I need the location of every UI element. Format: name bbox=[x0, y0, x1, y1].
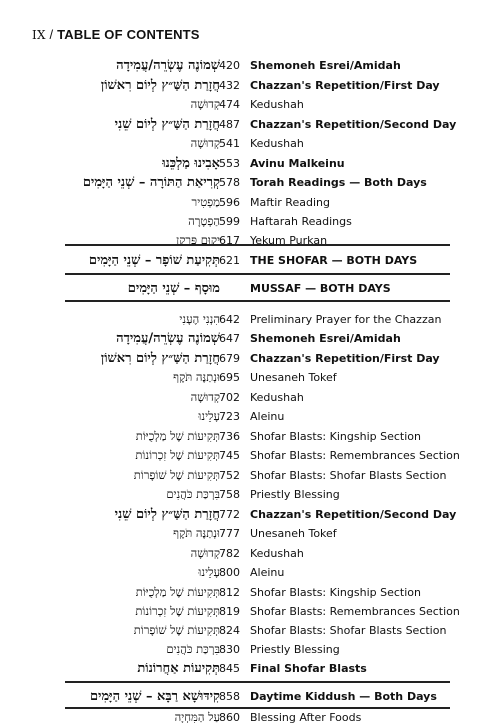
entry-page: 474 bbox=[219, 98, 240, 111]
entry-hebrew: הַפְטָרָה bbox=[188, 214, 220, 228]
toc-entry bbox=[0, 709, 500, 726]
entry-english: Chazzan's Repetition/Second Day bbox=[250, 118, 457, 131]
entry-page: 830 bbox=[219, 643, 240, 656]
toc-entry bbox=[0, 428, 500, 445]
entry-english: Preliminary Prayer for the Chazzan bbox=[250, 313, 442, 326]
toc-section-heading bbox=[0, 252, 500, 269]
toc-entry bbox=[0, 330, 500, 347]
entry-page: 845 bbox=[219, 662, 240, 675]
entry-english: THE SHOFAR — BOTH DAYS bbox=[250, 254, 418, 267]
toc-entry bbox=[0, 77, 500, 94]
toc-entry bbox=[0, 213, 500, 230]
entry-page: 617 bbox=[219, 234, 240, 247]
entry-hebrew: תְּקִיעוֹת שֶׁל זִכְרוֹנוֹת bbox=[135, 604, 220, 618]
toc-entry bbox=[0, 641, 500, 658]
entry-hebrew: קְרִיאַת הַתּוֹרָה – שְׁנֵי הַיָּמִים bbox=[82, 175, 220, 190]
entry-english: Kedushah bbox=[250, 137, 304, 150]
entry-hebrew: הִנְנִי הֶעָנִי bbox=[179, 312, 220, 326]
entry-english: Chazzan's Repetition/First Day bbox=[250, 352, 440, 365]
entry-english: Unesaneh Tokef bbox=[250, 527, 337, 540]
entry-english: Kedushah bbox=[250, 547, 304, 560]
entry-page: 758 bbox=[219, 488, 240, 501]
toc-section-heading bbox=[0, 280, 500, 297]
toc-entry bbox=[0, 96, 500, 113]
header-separator: / bbox=[49, 27, 58, 42]
running-header bbox=[32, 27, 200, 42]
entry-page: 777 bbox=[219, 527, 240, 540]
entry-page: 647 bbox=[219, 332, 240, 345]
entry-english: Chazzan's Repetition/First Day bbox=[250, 79, 440, 92]
entry-hebrew: יְקוּם פֻּרְקָן bbox=[176, 233, 220, 247]
entry-english: Shofar Blasts: Remembrances Section bbox=[250, 605, 460, 618]
entry-english: Aleinu bbox=[250, 410, 285, 423]
entry-page: 782 bbox=[219, 547, 240, 560]
section-divider bbox=[65, 300, 450, 302]
toc-entry bbox=[0, 603, 500, 620]
entry-english: Shemoneh Esrei/Amidah bbox=[250, 59, 401, 72]
entry-hebrew: שְׁמוֹנֶה עֶשְׂרֵה/עֲמִידָה bbox=[116, 58, 220, 73]
entry-page: 819 bbox=[219, 605, 240, 618]
toc-entry bbox=[0, 564, 500, 581]
entry-english: Shofar Blasts: Kingship Section bbox=[250, 430, 421, 443]
entry-page: 596 bbox=[219, 196, 240, 209]
entry-hebrew: בִּרְכַּת כֹּהֲנִים bbox=[166, 487, 220, 501]
entry-english: Shofar Blasts: Remembrances Section bbox=[250, 449, 460, 462]
entry-page: 679 bbox=[219, 352, 240, 365]
entry-english: Priestly Blessing bbox=[250, 643, 340, 656]
entry-page: 772 bbox=[219, 508, 240, 521]
entry-hebrew: תְּקִיעוֹת שֶׁל מַלְכֻיּוֹת bbox=[135, 429, 220, 443]
entry-hebrew: עָלֵינוּ bbox=[198, 565, 220, 579]
entry-page: 599 bbox=[219, 215, 240, 228]
entry-english: Avinu Malkeinu bbox=[250, 157, 345, 170]
entry-english: Yekum Purkan bbox=[250, 234, 328, 247]
entry-hebrew: קְדוּשָׁה bbox=[190, 97, 220, 111]
toc-entry bbox=[0, 369, 500, 386]
entry-hebrew: עַל הַמִּחְיָה bbox=[174, 710, 220, 724]
entry-page: 736 bbox=[219, 430, 240, 443]
entry-english: Daytime Kiddush — Both Days bbox=[250, 690, 437, 703]
page-numeral: IX bbox=[32, 28, 46, 42]
entry-english: Shemoneh Esrei/Amidah bbox=[250, 332, 401, 345]
entry-english: Shofar Blasts: Kingship Section bbox=[250, 586, 421, 599]
entry-hebrew: עָלֵינוּ bbox=[198, 409, 220, 423]
entry-page: 702 bbox=[219, 391, 240, 404]
entry-english: Torah Readings — Both Days bbox=[250, 176, 427, 189]
entry-english: Shofar Blasts: Shofar Blasts Section bbox=[250, 624, 447, 637]
entry-page: 578 bbox=[219, 176, 240, 189]
entry-hebrew: וּנְתַנֶּה תֹּקֶף bbox=[173, 370, 220, 384]
entry-hebrew: תְּקִיעוֹת שֶׁל זִכְרוֹנוֹת bbox=[135, 448, 220, 462]
section-divider bbox=[65, 244, 450, 246]
toc-entry bbox=[0, 660, 500, 677]
entry-page: 420 bbox=[219, 59, 240, 72]
entry-hebrew: בִּרְכַּת כֹּהֲנִים bbox=[166, 642, 220, 656]
entry-hebrew: תְּקִיעוֹת שֶׁל שׁוֹפָרוֹת bbox=[133, 623, 220, 637]
entry-hebrew: וּנְתַנֶּה תֹּקֶף bbox=[173, 526, 220, 540]
entry-hebrew: תְּקִיעוֹת אַחֲרוֹנוֹת bbox=[137, 661, 220, 676]
entry-hebrew: מוּסָף – שְׁנֵי הַיָּמִים bbox=[127, 281, 220, 296]
toc-entry bbox=[0, 116, 500, 133]
entry-english: Chazzan's Repetition/Second Day bbox=[250, 508, 457, 521]
entry-page: 695 bbox=[219, 371, 240, 384]
entry-page: 858 bbox=[219, 690, 240, 703]
toc-entry bbox=[0, 506, 500, 523]
toc-entry bbox=[0, 467, 500, 484]
entry-english: Kedushah bbox=[250, 98, 304, 111]
entry-english: Shofar Blasts: Shofar Blasts Section bbox=[250, 469, 447, 482]
entry-english: Kedushah bbox=[250, 391, 304, 404]
entry-english: Priestly Blessing bbox=[250, 488, 340, 501]
entry-hebrew: תְּקִיעוֹת שֶׁל מַלְכֻיּוֹת bbox=[135, 585, 220, 599]
toc-entry bbox=[0, 194, 500, 211]
page-title: TABLE OF CONTENTS bbox=[57, 27, 200, 42]
entry-page: 860 bbox=[219, 711, 240, 724]
entry-page: 800 bbox=[219, 566, 240, 579]
entry-page: 642 bbox=[219, 313, 240, 326]
toc-entry bbox=[0, 57, 500, 74]
entry-hebrew: תְּקִיעוֹת שֶׁל שׁוֹפָרוֹת bbox=[133, 468, 220, 482]
toc-entry bbox=[0, 622, 500, 639]
entry-page: 752 bbox=[219, 469, 240, 482]
entry-page: 553 bbox=[219, 157, 240, 170]
toc-entry bbox=[0, 155, 500, 172]
toc-section-heading bbox=[0, 688, 500, 705]
toc-entry bbox=[0, 584, 500, 601]
entry-page: 812 bbox=[219, 586, 240, 599]
toc-entry bbox=[0, 135, 500, 152]
toc-entry bbox=[0, 232, 500, 249]
toc-entry bbox=[0, 389, 500, 406]
entry-page: 745 bbox=[219, 449, 240, 462]
entry-hebrew: קִידּוּשָׁא רַבָּא – שְׁנֵי הַיָּמִים bbox=[89, 689, 220, 704]
entry-hebrew: קְדוּשָׁה bbox=[190, 390, 220, 404]
entry-hebrew: מַפְטִיר bbox=[191, 195, 220, 209]
toc-entry bbox=[0, 408, 500, 425]
toc-entry bbox=[0, 447, 500, 464]
entry-page: 487 bbox=[219, 118, 240, 131]
entry-hebrew: תְּקִיעַת שׁוֹפָר – שְׁנֵי הַיָּמִים bbox=[88, 253, 220, 268]
toc-entry bbox=[0, 486, 500, 503]
entry-hebrew: חֲזָרַת הַשַּׁ״ץ לְיוֹם רִאשׁוֹן bbox=[100, 78, 220, 93]
entry-english: Aleinu bbox=[250, 566, 285, 579]
toc-entry bbox=[0, 545, 500, 562]
entry-hebrew: קְדוּשָׁה bbox=[190, 546, 220, 560]
toc-entry bbox=[0, 311, 500, 328]
toc-entry bbox=[0, 350, 500, 367]
entry-english: Haftarah Readings bbox=[250, 215, 352, 228]
entry-english: Final Shofar Blasts bbox=[250, 662, 367, 675]
entry-page: 723 bbox=[219, 410, 240, 423]
entry-hebrew: חֲזָרַת הַשַּׁ״ץ לְיוֹם רִאשׁוֹן bbox=[100, 351, 220, 366]
entry-hebrew: חֲזָרַת הַשַּׁ״ץ לְיוֹם שֵׁנִי bbox=[114, 117, 220, 132]
entry-english: Maftir Reading bbox=[250, 196, 330, 209]
entry-english: Unesaneh Tokef bbox=[250, 371, 337, 384]
entry-hebrew: שְׁמוֹנֶה עֶשְׂרֵה/עֲמִידָה bbox=[116, 331, 220, 346]
entry-english: Blessing After Foods bbox=[250, 711, 362, 724]
entry-english: MUSSAF — BOTH DAYS bbox=[250, 282, 391, 295]
entry-page: 621 bbox=[219, 254, 240, 267]
toc-entry bbox=[0, 525, 500, 542]
entry-page: 432 bbox=[219, 79, 240, 92]
entry-hebrew: חֲזָרַת הַשַּׁ״ץ לְיוֹם שֵׁנִי bbox=[114, 507, 220, 522]
entry-hebrew: קְדוּשָׁה bbox=[190, 136, 220, 150]
section-divider bbox=[65, 273, 450, 275]
toc-entry bbox=[0, 174, 500, 191]
entry-page: 824 bbox=[219, 624, 240, 637]
entry-hebrew: אָבִינוּ מַלְכֵּנוּ bbox=[162, 156, 220, 171]
section-divider bbox=[65, 681, 450, 683]
entry-page: 541 bbox=[219, 137, 240, 150]
